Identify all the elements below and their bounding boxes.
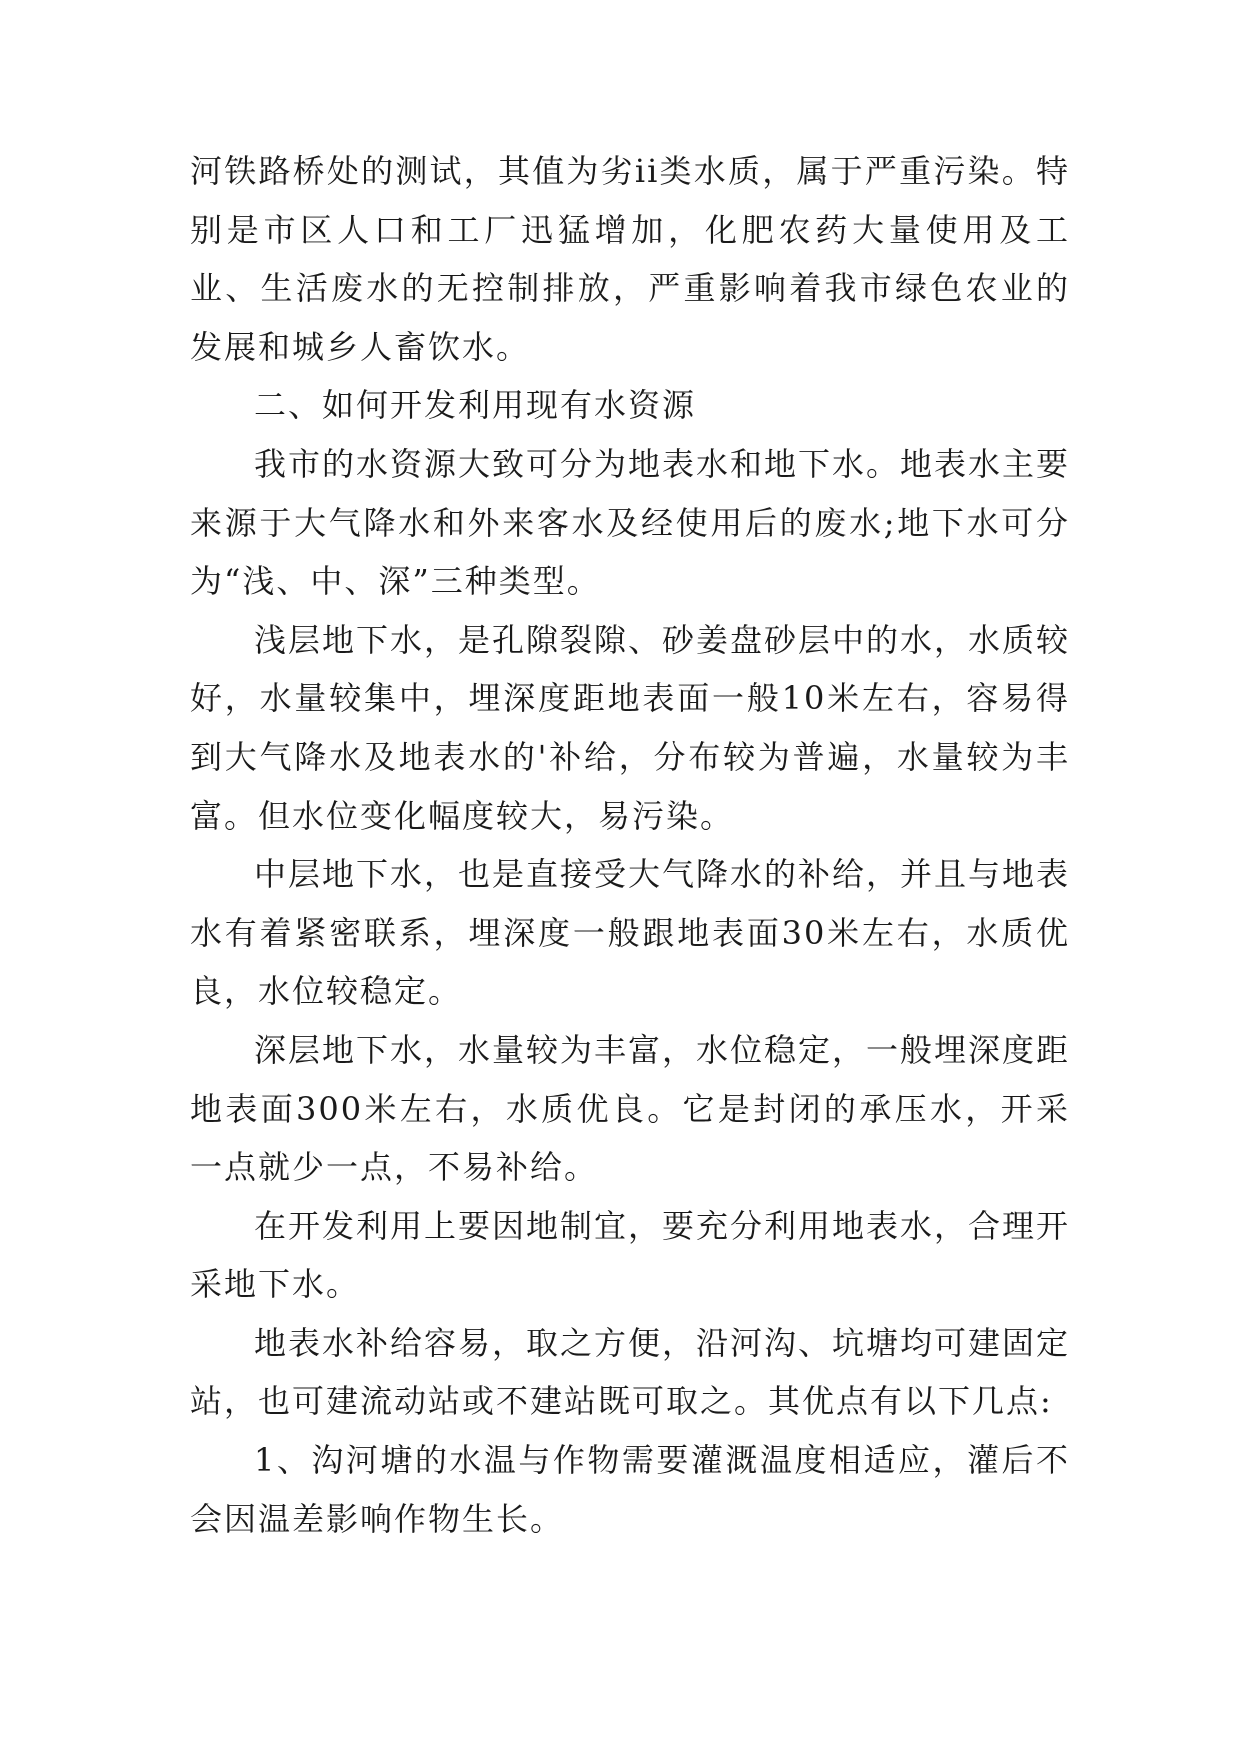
paragraph-surface-water: 地表水补给容易，取之方便，沿河沟、坑塘均可建固定站，也可建流动站或不建站既可取之。其优点有以下几点: — [190, 1323, 1071, 1421]
list-item-1: 1、沟河塘的水温与作物需要灌溉温度相适应，灌后不会因温差影响作物生长。 — [190, 1441, 1070, 1538]
document-page — [190, 142, 1070, 1548]
paragraph-continuation: 河铁路桥处的测试，其值为劣ii类水质，属于严重污染。特别是市区人口和工厂迅猛增加，化肥农药大量使用及工业、生活废水的无控制排放，严重影响着我市绿色农业的发展和城乡人畜饮水。 — [190, 152, 1070, 366]
paragraph-water-sources: 我市的水资源大致可分为地表水和地下水。地表水主要来源于大气降水和外来客水及经使用后的废水;地下水可分为“浅、中、深”三种类型。 — [190, 444, 1071, 601]
section-heading: 二、如何开发利用现有水资源 — [254, 386, 697, 425]
paragraph-development-principle: 在开发利用上要因地制宜，要充分利用地表水，合理开采地下水。 — [190, 1206, 1071, 1304]
paragraph-deep-groundwater: 深层地下水，水量较为丰富，水位稳定，一般埋深度距地表面300米左右，水质优良。它是封闭的承压水，开采一点就少一点，不易补给。 — [190, 1030, 1071, 1187]
paragraph-shallow-groundwater: 浅层地下水，是孔隙裂隙、砂姜盘砂层中的水，水质较好，水量较集中，埋深度距地表面一般10米左右，容易得到大气降水及地表水的'补给，分布较为普遍，水量较为丰富。但水位变化幅度较大，易污染。 — [190, 620, 1071, 835]
paragraph-middle-groundwater: 中层地下水，也是直接受大气降水的补给，并且与地表水有着紧密联系，埋深度一般跟地表面30米左右，水质优良，水位较稳定。 — [190, 855, 1071, 1011]
